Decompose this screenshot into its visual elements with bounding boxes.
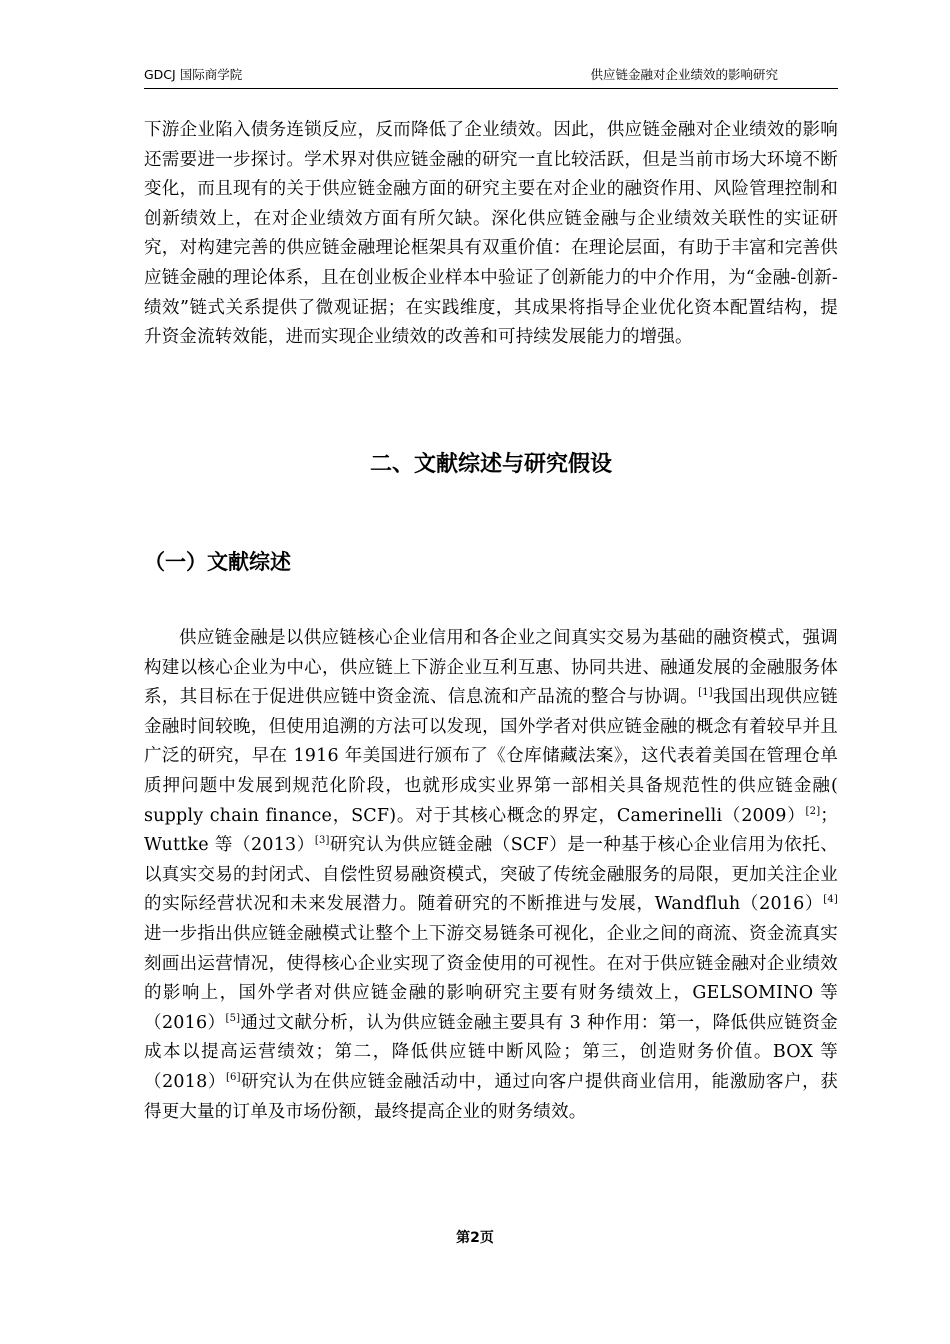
page-number: 第2页 — [456, 1230, 494, 1246]
citation-ref-3: [3] — [314, 835, 330, 847]
body-paragraph-2 — [144, 624, 838, 1127]
paragraph-text: 我国出现供应链金融时间较晚，但使用追溯的方法可以发现，国外学者对供应链金融的概念有着较早并且广泛的研究，早在 1916 年美国进行颁布了《仓库储藏法案》，这代表着美国在管理仓单质押问题中发展到规范化阶段，也就形成实业界第一部相关具备规范性的供应链金融( supply chain finance，SCF)。对于其核心概念的界定，Camerinelli（2009） — [144, 687, 838, 826]
header-school-name: GDCJ 国际商学院 — [144, 67, 243, 82]
citation-ref-4: [4] — [823, 894, 838, 906]
header-paper-title: 供应链金融对企业绩效的影响研究 — [590, 67, 778, 82]
paragraph-text: 研究认为在供应链金融活动中，通过向客户提供商业信用，能激励客户，获得更大量的订单及市场份额，最终提高企业的财务绩效。 — [144, 1071, 838, 1122]
paragraph-text: 供应链金融是以供应链核心企业信用和各企业之间真实交易为基础的融资模式，强调构建以核心企业为中心，供应链上下游企业互利互惠、协同共进、融通发展的金融服务体系，其目标在于促进供应链中资金流、信息流和产品流的整合与协调。 — [144, 628, 838, 708]
page-header — [144, 66, 838, 89]
paragraph-text: 通过文献分析，认为供应链金融主要具有 3 种作用：第一，降低供应链资金成本以提高运营绩效；第二，降低供应链中断风险；第三，创造财务价值。BOX 等（2018） — [144, 1012, 838, 1092]
body-paragraph-1: 下游企业陷入债务连锁反应，反而降低了企业绩效。因此，供应链金融对企业绩效的影响还需要进一步探讨。学术界对供应链金融的研究一直比较活跃，但是当前市场大环境不断变化，而且现有的关于供应链金融方面的研究主要在对企业的融资作用、风险管理控制和创新绩效上，在对企业绩效方面有所欠缺。深化供应链金融与企业绩效关联性的实证研究，对构建完善的供应链金融理论框架具有双重价值：在理论层面，有助于丰富和完善供应链金融的理论体系，且在创业板企业样本中验证了创新能力的中介作用，为“金融-创新-绩效”链式关系提供了微观证据；在实践维度，其成果将指导企业优化资本配置结构，提升资金流转效能，进而实现企业绩效的改善和可持续发展能力的增强。 — [144, 120, 838, 348]
citation-ref-6: [6] — [225, 1071, 241, 1083]
paragraph-text: 进一步指出供应链金融模式让整个上下游交易链条可视化，企业之间的商流、资金流真实刻画出运营情况，使得核心企业实现了资金使用的可视性。在对于供应链金融对企业绩效的影响上，国外学者对供应链金融的影响研究主要有财务绩效上，GELSOMINO 等（2016） — [144, 923, 838, 1033]
citation-ref-1: [1] — [698, 687, 713, 699]
paragraph-text: 研究认为供应链金融（SCF）是一种基于核心企业信用为依托、以真实交易的封闭式、自偿性贸易融资模式，突破了传统金融服务的局限，更加关注企业的实际经营状况和未来发展潜力。随着研究的不断推进与发展，Wandfluh（2016） — [144, 835, 838, 915]
citation-ref-5: [5] — [225, 1012, 241, 1024]
section-title: 二、文献综述与研究假设 — [369, 452, 612, 477]
paragraph-text: ；Wuttke 等（2013） — [144, 805, 838, 856]
subsection-title: （一）文献综述 — [144, 550, 291, 574]
citation-ref-2: [2] — [805, 805, 821, 817]
